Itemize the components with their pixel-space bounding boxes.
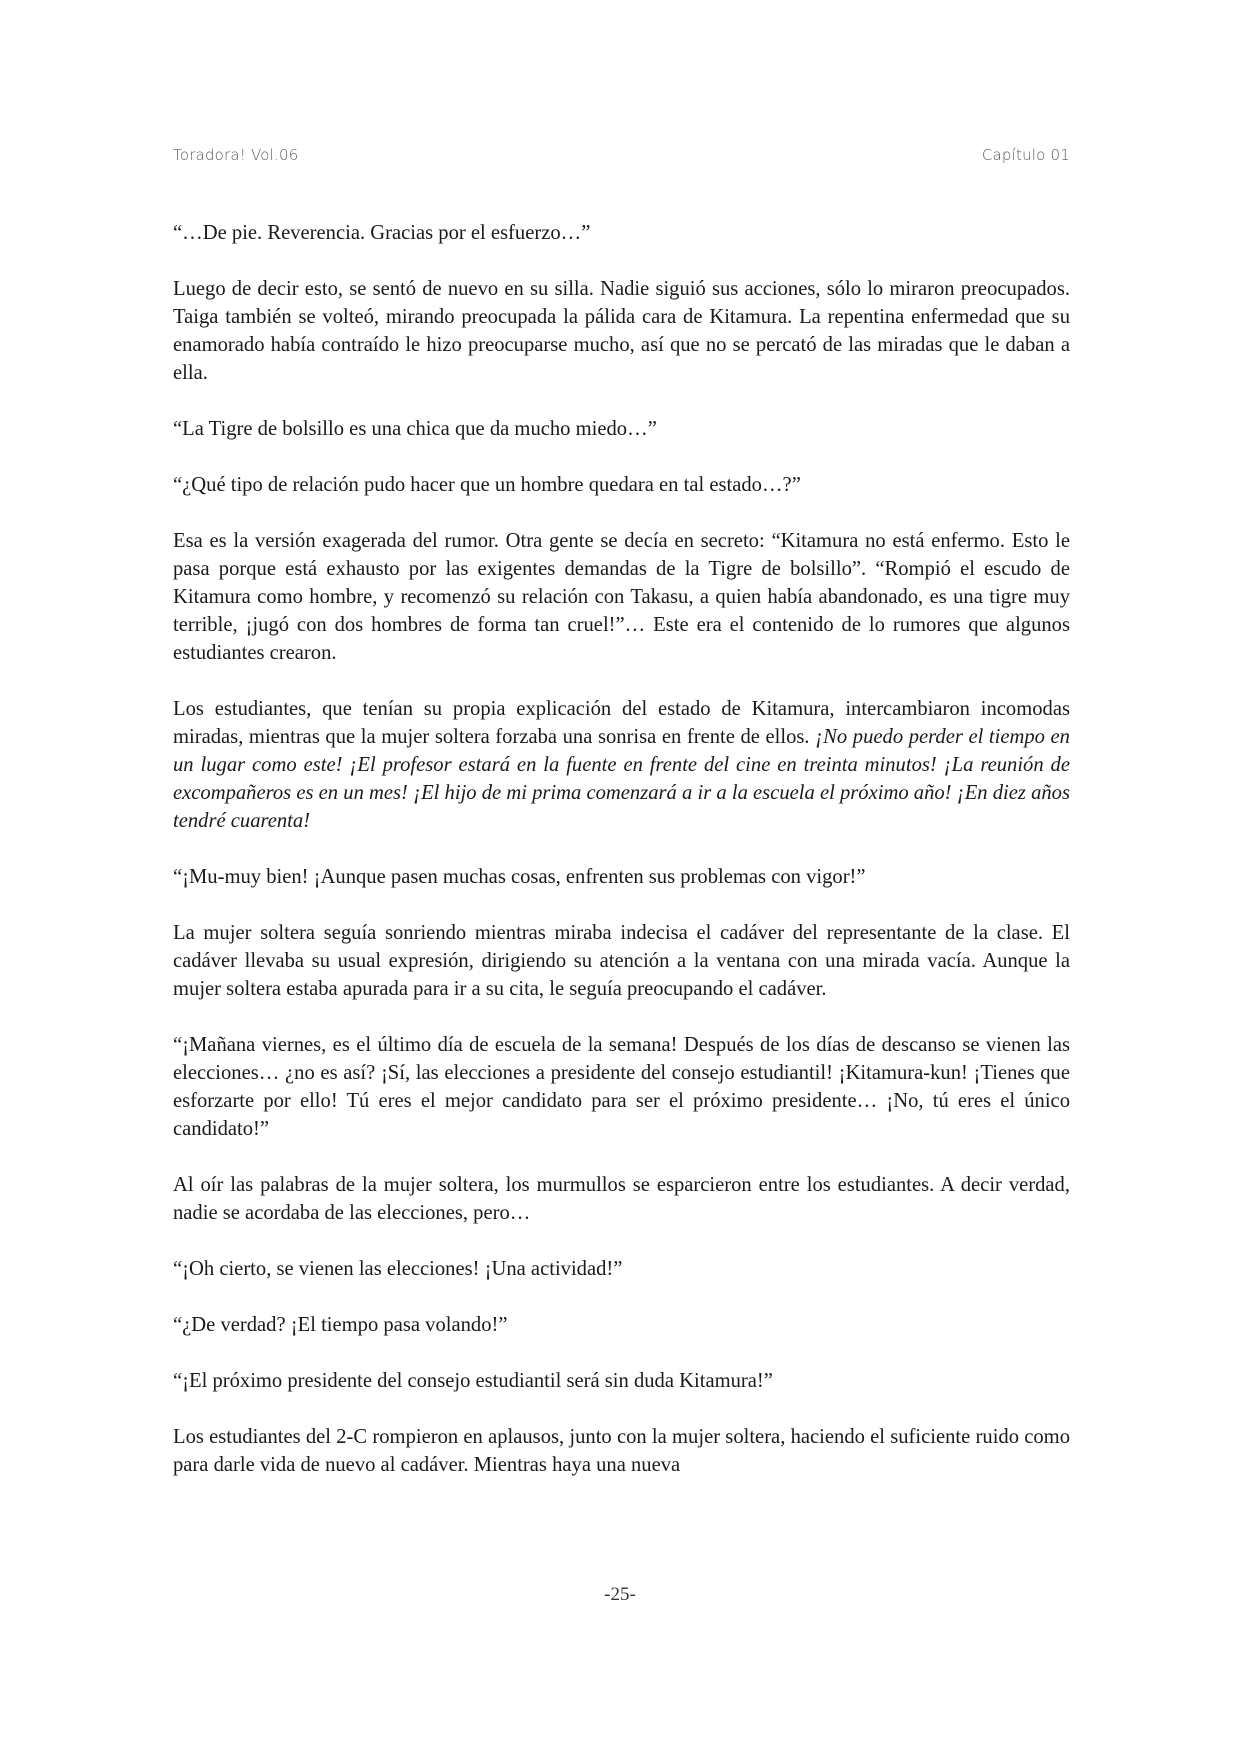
paragraph: La mujer soltera seguía sonriendo mientras miraba indecisa el cadáver del representante de la clase. El cadáver llevaba su usual expresión, dirigiendo su atención a la ventana con una mirada vacía. Aunque la mujer soltera estaba apurada para ir a su cita, le seguía preocupando el cadáver.	[173, 922, 1070, 1000]
book-title: Toradora! Vol.06	[173, 146, 299, 164]
paragraph: “¡Mañana viernes, es el último día de escuela de la semana! Después de los días de descanso se vienen las elecciones… ¿no es así? ¡Sí, las elecciones a presidente del consejo estudiantil! ¡Kitamura-kun! ¡Tienes que esforzarte por ello! Tú eres el mejor candidato para ser el próximo presidente… ¡No, tú eres el único candidato!”	[173, 1034, 1070, 1140]
paragraph: Los estudiantes del 2-C rompieron en aplausos, junto con la mujer soltera, haciendo el suficiente ruido como para darle vida de nuevo al cadáver. Mientras haya una nueva	[173, 1426, 1070, 1476]
paragraph: Esa es la versión exagerada del rumor. Otra gente se decía en secreto: “Kitamura no está enfermo. Esto le pasa porque está exhausto por las exigentes demandas de la Tigre de bolsillo”. “Rompió el escudo de Kitamura como hombre, y recomenzó su relación con Takasu, a quien había abandonado, es una tigre muy terrible, ¡jugó con dos hombres de forma tan cruel!”… Este era el contenido de lo rumores que algunos estudiantes crearon.	[173, 530, 1070, 664]
chapter-title: Capítulo 01	[981, 146, 1070, 164]
paragraph: “La Tigre de bolsillo es una chica que da mucho miedo…”	[173, 418, 657, 440]
paragraph: Al oír las palabras de la mujer soltera, los murmullos se esparcieron entre los estudiantes. A decir verdad, nadie se acordaba de las elecciones, pero…	[173, 1174, 1070, 1224]
paragraph: “¿De verdad? ¡El tiempo pasa volando!”	[173, 1314, 508, 1336]
paragraph: “¡Oh cierto, se vienen las elecciones! ¡Una actividad!”	[173, 1258, 623, 1280]
paragraph-plain-text: Los estudiantes, que tenían su propia explicación del estado de Kitamura, intercambiaron incomodas miradas, mientras que la mujer soltera forzaba una sonrisa en frente de ellos.	[173, 698, 1070, 748]
body-text	[173, 219, 1070, 1507]
running-header	[173, 146, 1070, 164]
paragraph: “¡Mu-muy bien! ¡Aunque pasen muchas cosas, enfrenten sus problemas con vigor!”	[173, 866, 866, 888]
paragraph: Luego de decir esto, se sentó de nuevo en su silla. Nadie siguió sus acciones, sólo lo miraron preocupados. Taiga también se volteó, mirando preocupada la pálida cara de Kitamura. La repentina enfermedad que su enamorado había contraído le hizo preocuparse mucho, así que no se percató de las miradas que le daban a ella.	[173, 278, 1070, 384]
paragraph: “¡El próximo presidente del consejo estudiantil será sin duda Kitamura!”	[173, 1370, 773, 1392]
inner-thought-text: ¡No puedo perder el tiempo en un lugar como este! ¡El profesor estará en la fuente en frente del cine en treinta minutos! ¡La reunión de excompañeros es en un mes! ¡El hijo de mi prima comenzará a ir a la escuela el próximo año! ¡En diez años tendré cuarenta!	[173, 726, 1070, 832]
paragraph-with-thought	[173, 695, 1070, 835]
paragraph: “¿Qué tipo de relación pudo hacer que un hombre quedara en tal estado…?”	[173, 474, 801, 496]
paragraph: “…De pie. Reverencia. Gracias por el esfuerzo…”	[173, 222, 591, 244]
page-number: -25-	[604, 1584, 636, 1605]
